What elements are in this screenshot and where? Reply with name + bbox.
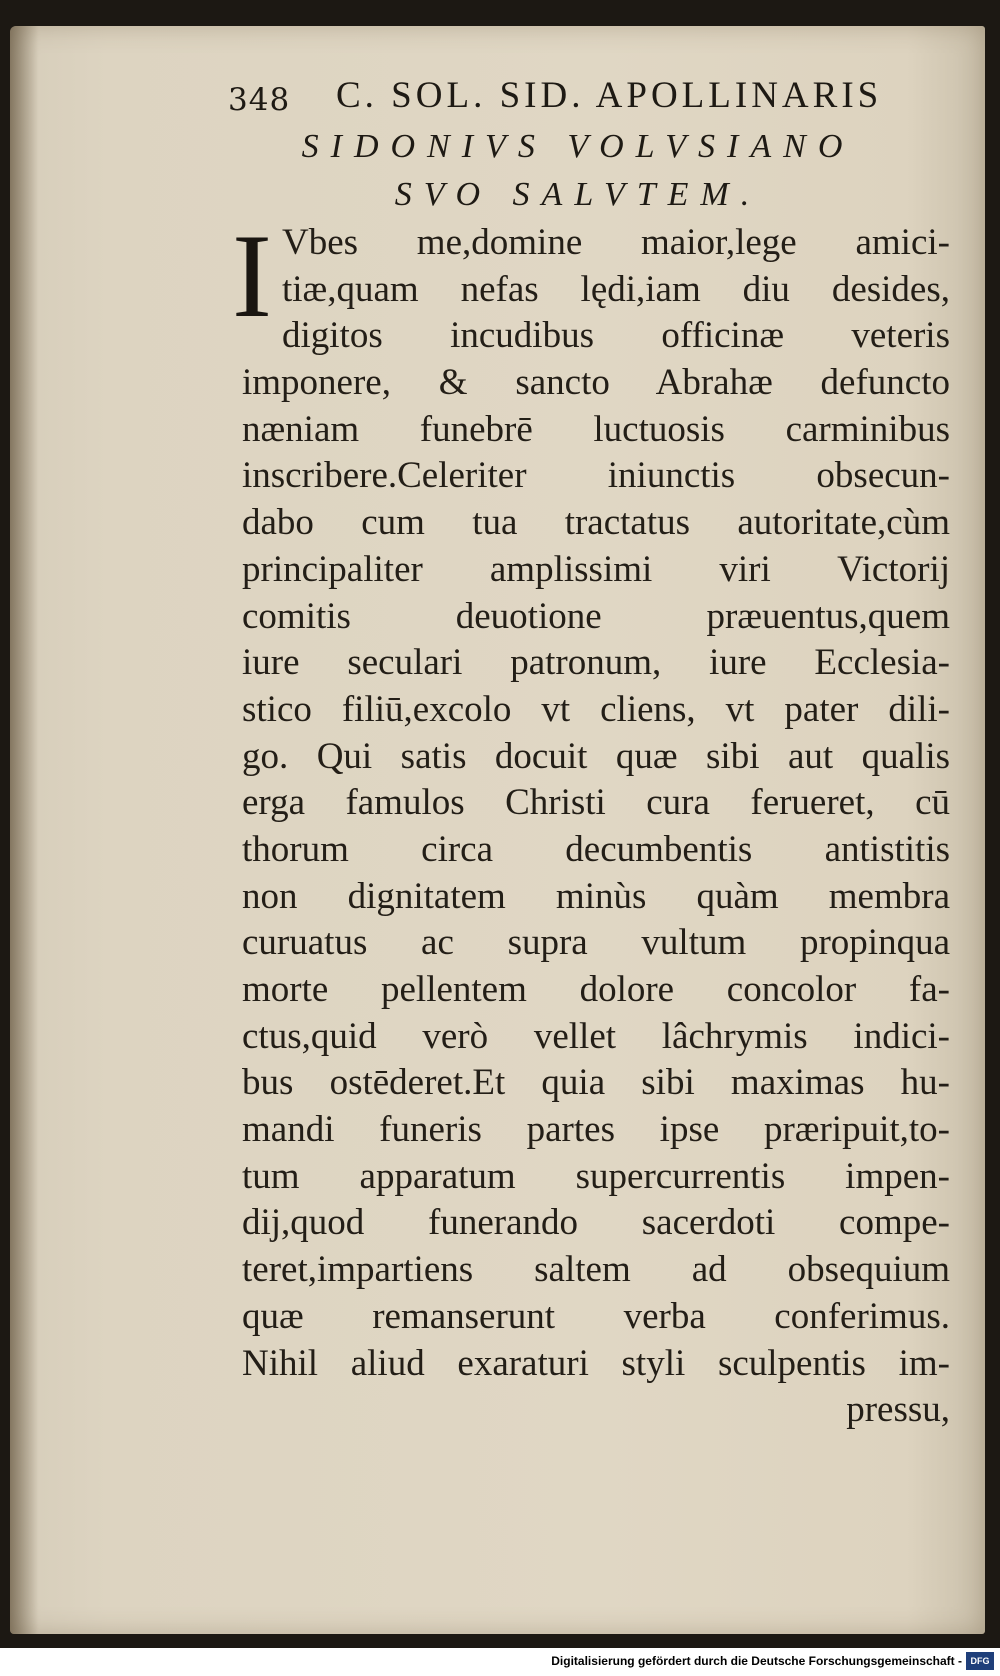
text-line: erga famulos Christi cura ferueret, cū <box>242 782 950 824</box>
text-line: ctus,quid verò vellet lâchrymis indici- <box>242 1015 950 1057</box>
text-line: mandi funeris partes ipse præripuit,to- <box>242 1109 950 1151</box>
text-line: imponere, & sancto Abrahæ defuncto <box>242 362 950 404</box>
dfg-logo: DFG <box>966 1652 994 1670</box>
drop-cap: I <box>232 209 272 342</box>
running-head: C. SOL. SID. APOLLINARIS <box>336 75 883 116</box>
text-line: go. Qui satis docuit quæ sibi aut qualis <box>242 735 950 777</box>
text-line: thorum circa decumbentis antistitis <box>242 828 950 870</box>
text-line: tiæ,quam nefas lędi,iam diu desides, <box>282 268 950 310</box>
text-line: dij,quod funerando sacerdoti compe- <box>242 1202 950 1244</box>
text-line: curuatus ac supra vultum propinqua <box>242 922 950 964</box>
text-line: stico filiū,excolo vt cliens, vt pater dili- <box>242 688 950 730</box>
text-line: quæ remanserunt verba conferimus. <box>242 1295 950 1337</box>
letter-title-line-2: SVO SALVTEM. <box>394 176 762 213</box>
catchword: pressu, <box>846 1389 950 1431</box>
text-line: morte pellentem dolore concolor fa- <box>242 969 950 1010</box>
text-line: bus ostēderet.Et quia sibi maximas hu- <box>242 1062 950 1104</box>
text-line: teret,impartiens saltem ad obsequium <box>242 1249 950 1291</box>
page-number: 348 <box>228 82 291 118</box>
text-line: iure seculari patronum, iure Ecclesia- <box>242 642 950 684</box>
text-line: Nihil aliud exaraturi styli sculpentis im- <box>242 1342 950 1384</box>
letter-title-line-1: SIDONIVS VOLVSIANO <box>301 128 855 165</box>
text-line: inscribere.Celeriter iniunctis obsecun- <box>242 455 950 497</box>
text-line: digitos incudibus officinæ veteris <box>282 315 950 357</box>
text-line: non dignitatem minùs quàm membra <box>242 875 950 917</box>
text-line: comitis deuotione præuentus,quem <box>242 595 950 637</box>
letter-body <box>232 209 950 1434</box>
text-line: principaliter amplissimi viri Victorij <box>242 548 950 590</box>
page-header <box>228 72 928 122</box>
text-line: tum apparatum supercurrentis impen- <box>242 1155 950 1197</box>
text-line: Vbes me,domine maior,lege amici- <box>282 222 950 263</box>
gutter-shadow <box>10 26 38 1634</box>
digitization-credit-banner <box>0 1648 1000 1676</box>
text-line: dabo cum tua tractatus autoritate,cùm <box>242 502 950 544</box>
text-line: næniam funebrē luctuosis carminibus <box>242 408 950 450</box>
digitization-credit: Digitalisierung gefördert durch die Deutsche Forschungsgemeinschaft - <box>551 1654 962 1668</box>
